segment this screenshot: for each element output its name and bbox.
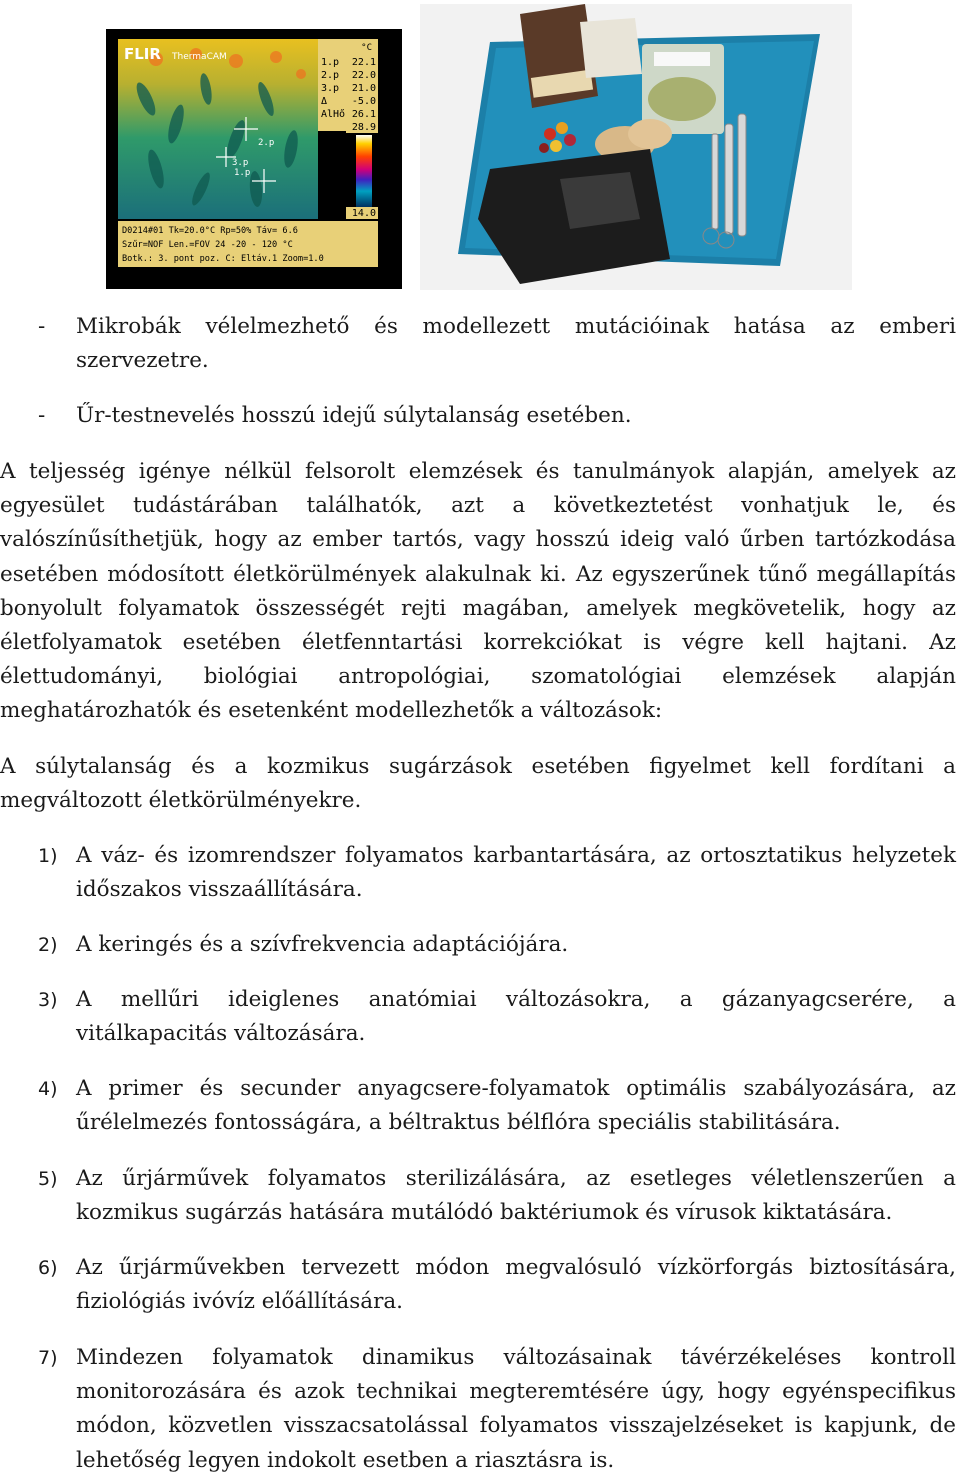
footer-line: D0214#01 Tk=20.0°C Rp=50% Táv= 6.6	[122, 226, 298, 236]
bullet-marker: -	[38, 403, 46, 428]
unit-label: °C	[361, 43, 372, 53]
reading-value: 22.0	[351, 70, 376, 81]
body-paragraph: A teljesség igénye nélkül felsorolt elemzések és tanulmányok alapján, amelyek az egyesület tudástárában találhatók, azt a következtetést vonhatjuk le, és valószínűsíthetjük, hogy az ember tartós, vagy hosszú ideig való űrben tartózkodása esetében módosított életkörülmények alakulnak ki. Az egyszerűnek tűnő megállapítás bonyolult folyamatok összességét rejti magában, amelyek megkövetelik, hogy az életfolyamatok esetében életfenntartási korrekciókat is végre kell hajtani. Az élettudományi, biológiai antropológiai, szomatológiai elemzések alapján meghatározhatók és esetenként modellezhetők a változások:	[0, 459, 956, 724]
reading-label: 3.p	[321, 83, 340, 94]
flir-logo: FLIR	[124, 45, 161, 63]
numbered-item	[0, 839, 956, 907]
body-paragraph: A súlytalanság és a kozmikus sugárzások esetében figyelmet kell fordítani a megváltozott életkörülményekre.	[0, 754, 956, 814]
item-text: A mellűri ideiglenes anatómiai változásokra, a gázanyagcserére, a vitálkapacitás változására.	[76, 987, 956, 1047]
item-number: 3)	[38, 989, 58, 1011]
scale-max: 28.9	[351, 122, 376, 133]
bullet-item	[0, 310, 956, 378]
reading-label: 2.p	[321, 70, 340, 81]
reading-value: 21.0	[351, 83, 376, 94]
footer-line: Szűr=NOF Len.=FOV 24 -20 - 120 °C	[122, 240, 293, 250]
footer-line: Botk.: 3. pont poz. C: Eltáv.1 Zoom=1.0	[122, 254, 324, 264]
scale-min: 14.0	[351, 208, 376, 219]
item-text: Az űrjárművekben tervezett módon megvalósuló vízkörforgás biztosítására, fiziológiás ivóvíz előállítására.	[76, 1255, 956, 1315]
reading-label: Δ	[321, 96, 328, 107]
thermal-image-graphic	[106, 29, 402, 289]
reading-value: 26.1	[351, 109, 376, 120]
item-text: A keringés és a szívfrekvencia adaptációjára.	[76, 932, 569, 957]
item-text: A primer és secunder anyagcsere-folyamatok optimális szabályozására, az űrélelmezés fontosságára, a béltraktus bélflóra speciális stabilitására.	[76, 1076, 956, 1136]
numbered-item	[0, 928, 956, 962]
reading-value: 22.1	[351, 57, 376, 68]
bullet-text: Űr-testnevelés hosszú idejű súlytalanság esetében.	[76, 403, 632, 428]
bullet-text: Mikrobák vélelmezhető és modellezett mutációinak hatása az emberi szervezetre.	[76, 314, 956, 374]
thermal-camera-image	[106, 29, 402, 289]
item-number: 2)	[38, 934, 58, 956]
item-number: 7)	[38, 1347, 58, 1369]
camera-model: ThermaCAM	[172, 52, 227, 62]
item-number: 4)	[38, 1078, 58, 1100]
food-tray-graphic	[420, 4, 852, 290]
numbered-item	[0, 1341, 956, 1478]
reading-label: AlHő	[321, 109, 346, 120]
color-scale-bar	[356, 135, 372, 207]
bullet-item	[0, 399, 956, 433]
marker-label: 3.p	[232, 158, 249, 168]
marker-label: 1.p	[234, 168, 251, 178]
item-text: A váz- és izomrendszer folyamatos karbantartására, az ortosztatikus helyzetek időszakos visszaállítására.	[76, 843, 956, 903]
item-number: 1)	[38, 845, 58, 867]
item-text: Mindezen folyamatok dinamikus változásainak távérzékeléses kontroll monitorozására és azok technikai megteremtésére úgy, hogy egyénspecifikus módon, közvetlen visszacsatolással folyamatos visszajelzéseket is kapjunk, de lehetőség legyen indokolt esetben a riasztásra is.	[76, 1345, 956, 1473]
bullet-marker: -	[38, 314, 46, 339]
item-text: Az űrjárművek folyamatos sterilizálására, az esetleges véletlenszerűen a kozmikus sugárzás hatására mutálódó baktériumok és vírusok kiktatására.	[76, 1166, 956, 1226]
item-number: 6)	[38, 1257, 58, 1279]
numbered-item	[0, 983, 956, 1051]
numbered-item	[0, 1072, 956, 1140]
reading-label: 1.p	[321, 57, 340, 68]
reading-value: -5.0	[351, 96, 376, 107]
numbered-item	[0, 1162, 956, 1230]
marker-label: 2.p	[258, 138, 275, 148]
numbered-item	[0, 1251, 956, 1319]
item-number: 5)	[38, 1168, 58, 1190]
space-food-tray-image	[420, 4, 852, 290]
